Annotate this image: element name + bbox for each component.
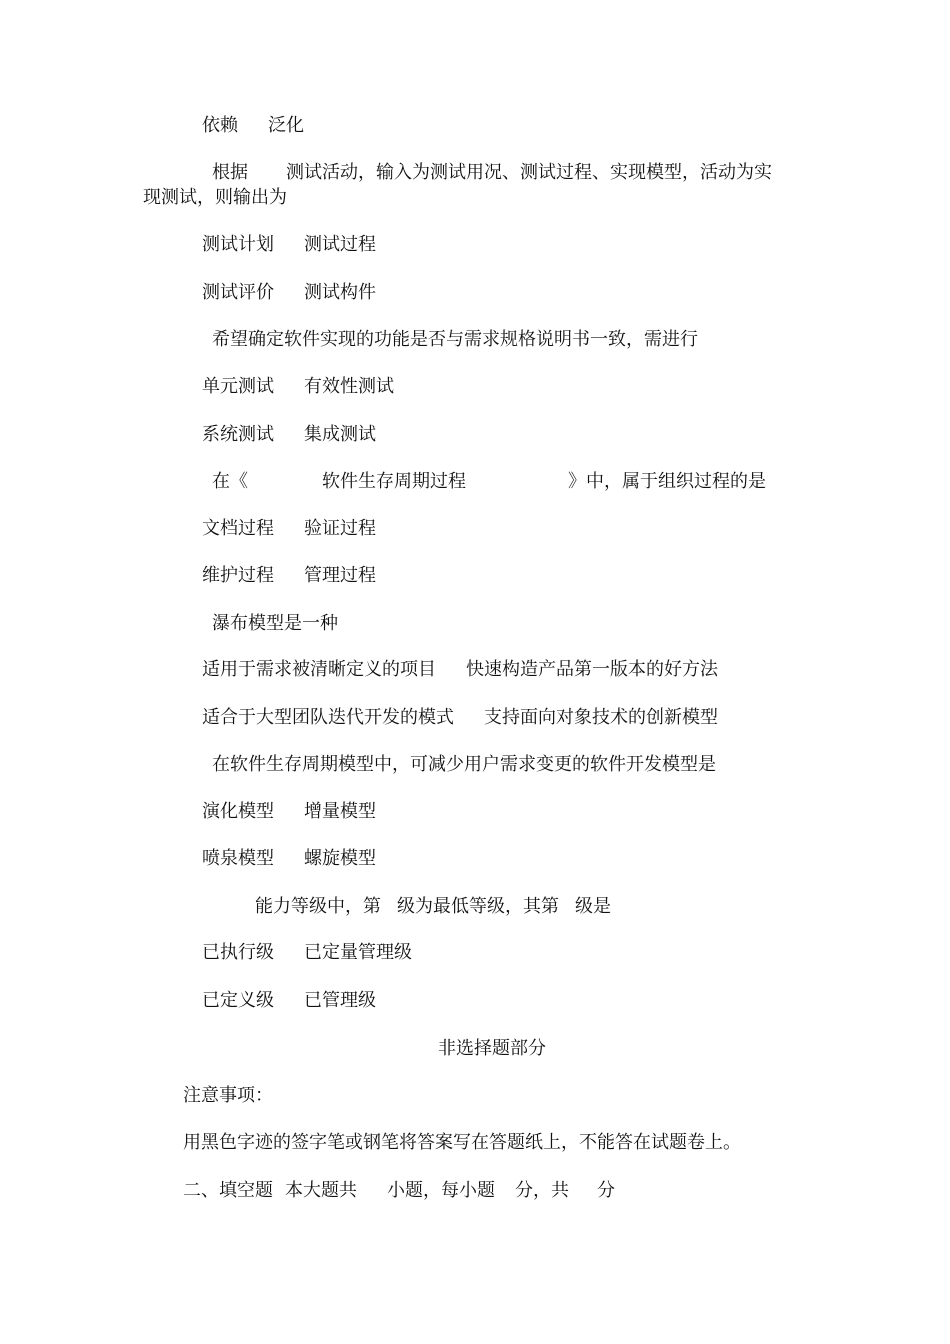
option-d: 螺旋模型 xyxy=(304,848,376,869)
q-lifecycle-options-row1 xyxy=(202,518,376,540)
option-d: 测试构件 xyxy=(304,282,376,303)
option-a: 测试计划 xyxy=(202,234,274,255)
q-test-options-row1 xyxy=(202,234,376,256)
option-b: 有效性测试 xyxy=(304,376,394,397)
option-c: 已定义级 xyxy=(202,990,274,1011)
option-a: 演化模型 xyxy=(202,801,274,822)
section-title: 非选择题部分 xyxy=(438,1038,546,1059)
q-lifecycle-stem-2: 软件生存周期过程 xyxy=(322,471,466,492)
notice-text: 用黑色字迹的签字笔或钢笔将答案写在答题纸上，不能答在试题卷上。 xyxy=(183,1132,741,1153)
option-d: 支持面向对象技术的创新模型 xyxy=(484,707,718,728)
q-model-options-row1 xyxy=(202,801,376,823)
q-lifecycle-stem-1: 在《 xyxy=(212,471,248,492)
q-validation-options-row1 xyxy=(202,376,394,398)
q-capability-stem-3: 级是 xyxy=(575,896,611,917)
q-capability-options-row2 xyxy=(202,990,376,1012)
q-lifecycle-options-row2 xyxy=(202,565,376,587)
option-b: 快速构造产品第一版本的好方法 xyxy=(466,659,718,680)
option-b: 增量模型 xyxy=(304,801,376,822)
q-model-stem: 在软件生存周期模型中，可减少用户需求变更的软件开发模型是 xyxy=(212,754,716,775)
q-validation-options-row2 xyxy=(202,424,376,446)
option-b: 测试过程 xyxy=(304,234,376,255)
q-waterfall-options-row1 xyxy=(202,659,718,681)
option-d: 集成测试 xyxy=(304,424,376,445)
option-a: 单元测试 xyxy=(202,376,274,397)
fill-section-heading xyxy=(183,1180,615,1202)
option-a: 适用于需求被清晰定义的项目 xyxy=(202,659,436,680)
option-a: 文档过程 xyxy=(202,518,274,539)
option-c: 适合于大型团队迭代开发的模式 xyxy=(202,707,454,728)
q-test-options-row2 xyxy=(202,282,376,304)
fill-section-part-3: 分，共 xyxy=(515,1180,569,1201)
option-c: 维护过程 xyxy=(202,565,274,586)
option-c: 依赖 xyxy=(202,115,238,136)
q-capability-stem-2: 级为最低等级，其第 xyxy=(397,896,559,917)
fill-section-part-1: 本大题共 xyxy=(285,1180,357,1201)
q-waterfall-options-row2 xyxy=(202,707,718,729)
q-capability-stem xyxy=(255,896,611,918)
option-b: 验证过程 xyxy=(304,518,376,539)
fill-section-part-2: 小题，每小题 xyxy=(387,1180,495,1201)
q-capability-stem-1: 能力等级中，第 xyxy=(255,896,381,917)
q-model-options-row2 xyxy=(202,848,376,870)
fill-section-part-4: 分 xyxy=(597,1180,615,1201)
option-d: 已管理级 xyxy=(304,990,376,1011)
option-d: 管理过程 xyxy=(304,565,376,586)
option-c: 测试评价 xyxy=(202,282,274,303)
option-c: 系统测试 xyxy=(202,424,274,445)
q-test-stem-1: 根据 xyxy=(212,162,248,183)
q-test-stem-2: 测试活动，输入为测试用况、测试过程、实现模型，活动为实 xyxy=(286,162,772,183)
q-capability-options-row1 xyxy=(202,942,412,964)
option-b: 已定量管理级 xyxy=(304,942,412,963)
option-d: 泛化 xyxy=(268,115,304,136)
q-validation-stem: 希望确定软件实现的功能是否与需求规格说明书一致，需进行 xyxy=(212,329,698,350)
q-test-stem-line1 xyxy=(212,162,772,184)
q-prev-options-row xyxy=(202,115,304,137)
option-c: 喷泉模型 xyxy=(202,848,274,869)
q-lifecycle-stem-3: 》中，属于组织过程的是 xyxy=(568,471,766,492)
option-a: 已执行级 xyxy=(202,942,274,963)
q-test-stem-line2: 现测试，则输出为 xyxy=(143,187,287,208)
q-waterfall-stem: 瀑布模型是一种 xyxy=(212,613,338,634)
q-lifecycle-stem xyxy=(212,471,766,493)
notice-title: 注意事项： xyxy=(183,1085,273,1106)
fill-section-label: 二、填空题 xyxy=(183,1180,273,1201)
